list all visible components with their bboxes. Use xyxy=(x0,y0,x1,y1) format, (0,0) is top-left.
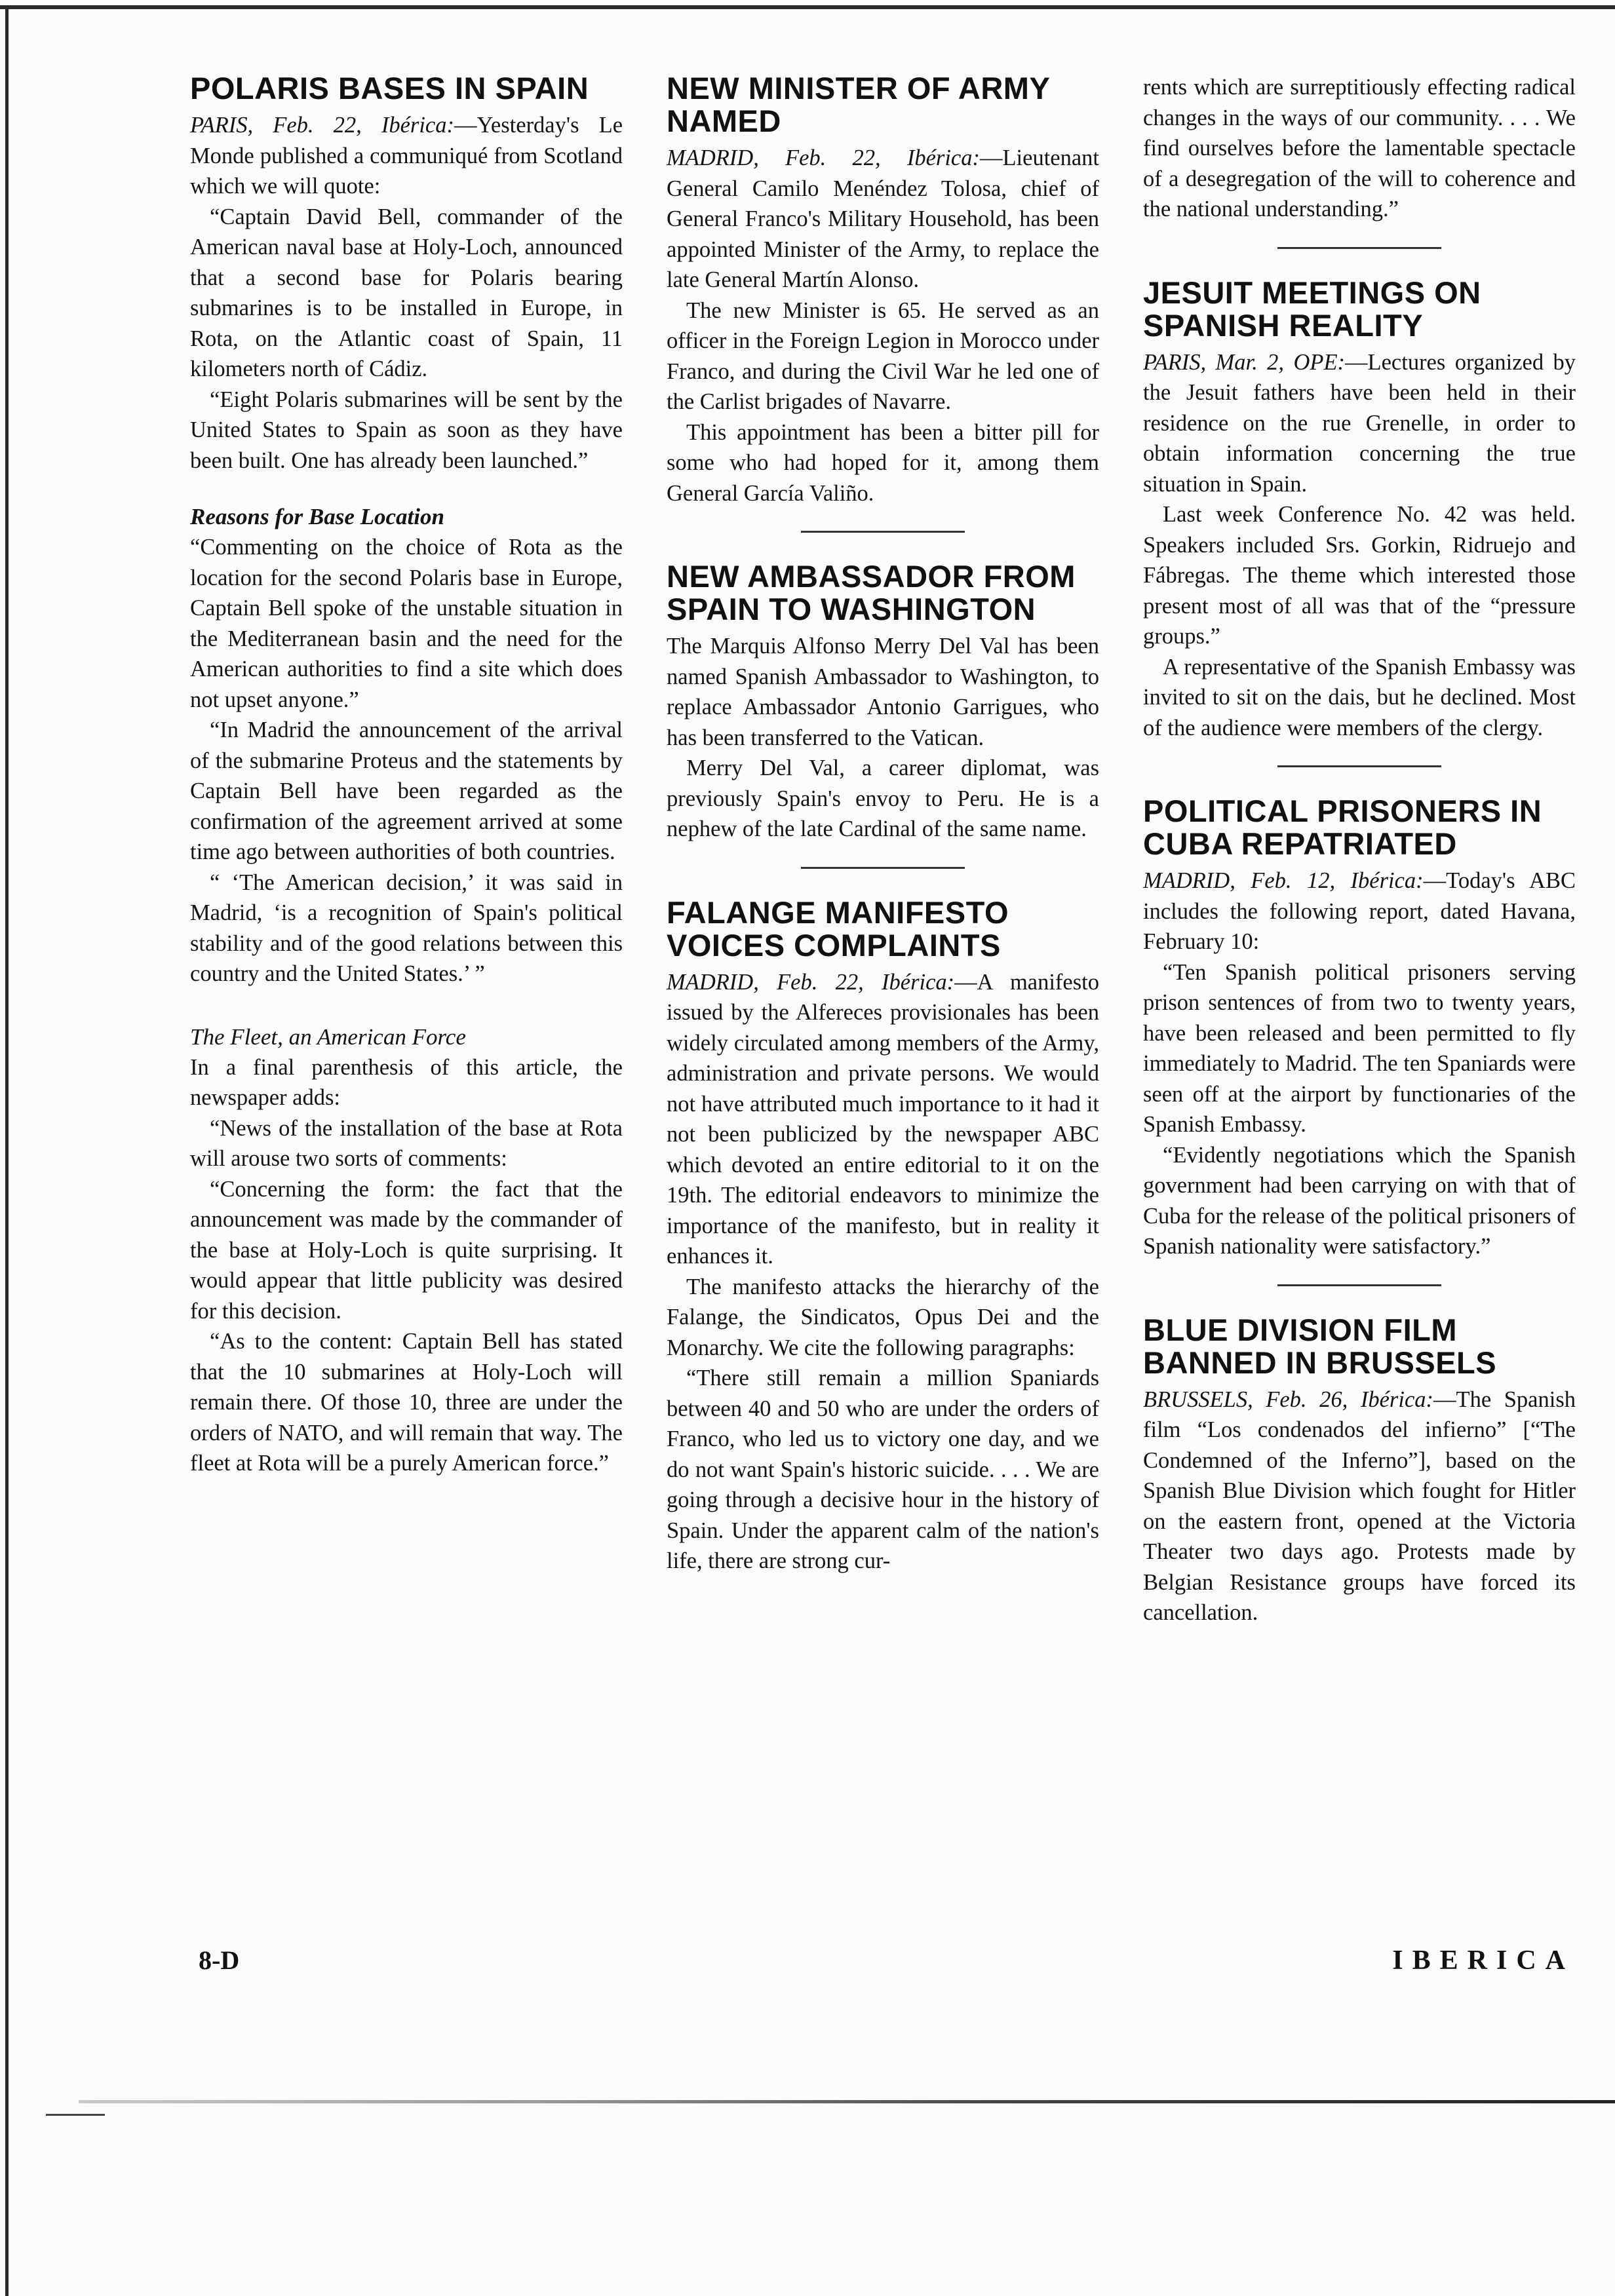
article-paragraph: The Marquis Alfonso Merry Del Val has been named Spanish Ambassador to Washington, to replace Ambassador Antonio Garrigues, who has been transferred to the Vatican. xyxy=(667,634,1099,750)
article-paragraph: “Eight Polaris submarines will be sent by the United States to Spain as soon as they have been built. One has already been launched.” xyxy=(190,387,623,473)
article-divider xyxy=(1277,247,1441,249)
article-paragraph: “ ‘The American decision,’ it was said in Madrid, ‘is a recognition of Spain's political stability and of the good relations between this country and the United States.’ ” xyxy=(190,870,623,986)
article-title-jesuit: JESUIT MEETINGS ON SPANISH REALITY xyxy=(1143,275,1481,343)
dateline: MADRID, Feb. 22, Ibérica: xyxy=(667,969,955,995)
article-paragraph: “There still remain a million Spaniards between 40 and 50 who are under the orders of Franco, who led us to victory one day, and we do not want Spain's historic suicide. . . . We are going through a decisive hour in the history of Spain. Under the apparent calm of the nation's life, there are strong cur- xyxy=(667,1366,1099,1573)
subheading-reasons: Reasons for Base Location xyxy=(190,504,444,529)
scan-edge-stub xyxy=(46,2114,105,2116)
article-paragraph: PARIS, Feb. 22, Ibérica:—Yesterday's Le Monde published a communiqué from Scotland which we will quote: xyxy=(190,113,623,199)
article-paragraph: Last week Conference No. 42 was held. Speakers included Srs. Gorkin, Ridruejo and Fábregas. The theme which interested those present most of all was that of the “pressure groups.” xyxy=(1143,502,1576,649)
article-paragraph: “Commenting on the choice of Rota as the location for the second Polaris base in Europe, Captain Bell spoke of the unstable situation in the Mediterranean basin and the need for the American authorities to find a site which does not upset anyone.” xyxy=(190,535,623,712)
article-paragraph: PARIS, Mar. 2, OPE:—Lectures organized by the Jesuit fathers have been held in their residence on the rue Grenelle, in order to obtain information concerning the true situation in Spain. xyxy=(1143,349,1576,497)
article-divider xyxy=(1277,765,1441,767)
article-title-polaris: POLARIS BASES IN SPAIN xyxy=(190,71,589,105)
article-title-ambassador: NEW AMBASSADOR FROM SPAIN TO WASHINGTON xyxy=(667,559,1076,626)
dateline: MADRID, Feb. 12, Ibérica: xyxy=(1143,868,1424,893)
article-title-blue-division: BLUE DIVISION FILM BANNED IN BRUSSELS xyxy=(1143,1312,1497,1380)
article-paragraph: This appointment has been a bitter pill for some who had hoped for it, among them General García Valiño. xyxy=(667,419,1099,506)
article-paragraph: In a final parenthesis of this article, the newspaper adds: xyxy=(190,1054,623,1110)
article-paragraph: MADRID, Feb. 22, Ibérica:—A manifesto issued by the Alfereces provisionales has been widely circulated among members of the Army, administration and private persons. We would not have attributed much importance to it had it not been publicized by the newspaper ABC which devoted an entire editorial to it on the 19th. The editorial endeavors to minimize the importance of the manifesto, but in reality it enhances it. xyxy=(667,969,1099,1269)
article-paragraph: Merry Del Val, a career diplomat, was previously Spain's envoy to Peru. He is a nephew of the late Cardinal of the same name. xyxy=(667,756,1099,841)
article-title-prisoners: POLITICAL PRISONERS IN CUBA REPATRIATED xyxy=(1143,794,1542,861)
article-divider xyxy=(801,867,965,869)
dateline: BRUSSELS, Feb. 26, Ibérica: xyxy=(1143,1387,1433,1412)
article-paragraph: A representative of the Spanish Embassy was invited to sit on the dais, but he declined. Most of the audience were members of the clergy. xyxy=(1143,654,1576,740)
scan-edge-line xyxy=(79,2100,1615,2103)
scan-border-top xyxy=(0,5,1615,9)
article-paragraph: “As to the content: Captain Bell has stated that the 10 submarines at Holy-Loch will remain there. Of those 10, three are under the orders of NATO, and will remain that way. The fleet at Rota will be a purely American force.” xyxy=(190,1329,623,1476)
column-3 xyxy=(1143,72,1576,1628)
article-title-falange: FALANGE MANIFESTO VOICES COMPLAINTS xyxy=(667,894,1009,963)
article-continuation: rents which are surreptitiously effecting radical changes in the ways of our community. . . . We find ourselves before the lamentable spectacle of a desegregation of the will to coherence and the national understanding.” xyxy=(1143,75,1576,221)
article-paragraph: MADRID, Feb. 22, Ibérica:—Lieutenant General Camilo Menéndez Tolosa, chief of General Franco's Military Household, has been appointed Minister of the Army, to replace the late General Martín Alonso. xyxy=(667,145,1099,292)
subheading-fleet: The Fleet, an American Force xyxy=(190,1024,466,1050)
article-paragraph: “Concerning the form: the fact that the announcement was made by the commander of the base at Holy-Loch is quite surprising. It would appear that little publicity was desired for this decision. xyxy=(190,1176,623,1324)
article-paragraph: “News of the installation of the base at Rota will arouse two sorts of comments: xyxy=(190,1115,623,1171)
article-paragraph: “Captain David Bell, commander of the American naval base at Holy-Loch, announced that a second base for Polaris bearing submarines is to be installed in Europe, in Rota, on the Atlantic coast of Spain, 11 kilometers north of Cádiz. xyxy=(190,204,623,381)
dateline: PARIS, Mar. 2, OPE: xyxy=(1143,349,1346,375)
article-divider xyxy=(801,531,965,533)
article-title-minister: NEW MINISTER OF ARMY NAMED xyxy=(667,71,1050,138)
article-paragraph: The new Minister is 65. He served as an officer in the Foreign Legion in Morocco under Franco, and during the Civil War he led one of the Carlist brigades of Navarre. xyxy=(667,297,1099,414)
article-paragraph: “Ten Spanish political prisoners serving prison sentences of from two to twenty years, have been released and been permitted to fly immediately to Madrid. The ten Spaniards were seen off at the airport by functionaries of the Spanish Embassy. xyxy=(1143,959,1576,1137)
scan-border-left xyxy=(5,5,9,2296)
article-divider xyxy=(1277,1284,1441,1286)
article-paragraph: “Evidently negotiations which the Spanish government had been carrying on with that of Cuba for the release of the political prisoners of Spanish nationality were satisfactory.” xyxy=(1143,1142,1576,1259)
article-paragraph: MADRID, Feb. 12, Ibérica:—Today's ABC includes the following report, dated Havana, February 10: xyxy=(1143,868,1576,954)
page-folio: 8-D xyxy=(199,1945,240,1975)
article-paragraph: “In Madrid the announcement of the arrival of the submarine Proteus and the statements by Captain Bell have been regarded as the confirmation of the agreement arrived at some time ago between authorities of both countries. xyxy=(190,718,623,864)
dateline: PARIS, Feb. 22, Ibérica: xyxy=(190,113,454,138)
article-paragraph: The manifesto attacks the hierarchy of the Falange, the Sindicatos, Opus Dei and the Monarchy. We cite the following paragraphs: xyxy=(667,1274,1099,1360)
article-paragraph: BRUSSELS, Feb. 26, Ibérica:—The Spanish film “Los condenados del infierno” [“The Condemned of the Inferno”], based on the Spanish Blue Division which fought for Hitler on the eastern front, opened at the Victoria Theater two days ago. Protests made by Belgian Resistance groups have forced its cancellation. xyxy=(1143,1387,1576,1625)
column-1 xyxy=(190,72,623,1479)
dateline: MADRID, Feb. 22, Ibérica: xyxy=(667,145,980,170)
publication-name: IBERICA xyxy=(1392,1945,1574,1976)
column-2 xyxy=(667,72,1099,1577)
